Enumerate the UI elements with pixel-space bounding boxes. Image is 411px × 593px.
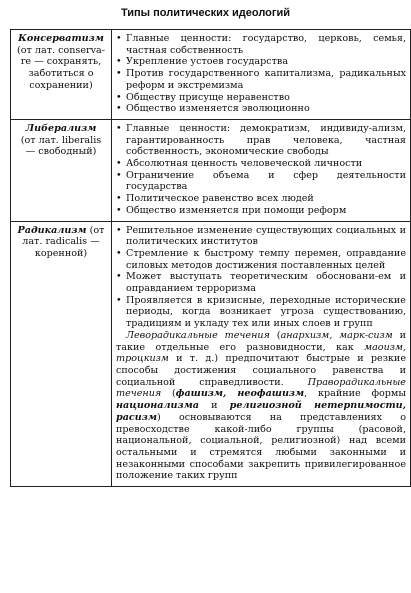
list-item-text: Абсолютная ценность человеческой личности (126, 158, 363, 170)
description-cell (112, 30, 411, 120)
term-religious-intolerance: религиозной нетерпимости, расизм (116, 400, 406, 423)
list-item (116, 68, 406, 91)
list-item (116, 271, 406, 294)
list-item (116, 170, 406, 193)
list-item (116, 295, 406, 330)
name-cell (11, 30, 112, 120)
list-item-text: Может выступать теоретическим обосновани-ем и оправданием терроризма (126, 271, 406, 295)
description-cell (112, 221, 411, 486)
name-cell (11, 119, 112, 221)
text-run: , крайние формы (304, 388, 406, 400)
bullet-icon: • (116, 271, 122, 283)
term-fascism: фашизм, неофашизм (175, 388, 305, 400)
list-item (116, 205, 406, 217)
bullet-icon: • (116, 122, 122, 134)
ideology-name: Либерализм (25, 122, 97, 134)
list-item (116, 248, 406, 271)
bullet-icon: • (116, 91, 122, 103)
bullet-icon: • (116, 247, 122, 259)
bullet-icon: • (116, 193, 122, 205)
bullet-icon: • (116, 56, 122, 68)
list-item-text: Общество изменяется при помощи реформ (126, 204, 347, 216)
ideologies-table (10, 29, 411, 487)
bullet-icon: • (116, 68, 122, 80)
term-right-radical: Праворадикальные течения (116, 376, 406, 400)
list-item-text: Главные ценности: демократизм, индивиду-ализм, гарантированность прав человека, частная собственность, экономические свободы (126, 122, 406, 158)
bullet-icon: • (116, 169, 122, 181)
text-run: и т. д.) предпочитают быстрые и резкие способы достижения социального равенства и социальной справедливости. (116, 353, 406, 388)
list-item-text: Обществу присуще неравенство (126, 91, 290, 103)
table-row (11, 119, 411, 221)
list-item-text: Укрепление устоев государства (126, 56, 289, 68)
name-cell (11, 221, 112, 486)
list-item-text: Политическое равенство всех людей (126, 193, 314, 205)
table-row (11, 221, 411, 486)
term-left-radical: Леворадикальные течения (126, 329, 270, 341)
ideology-etymology: (от лат. radicalis — коренной) (22, 224, 105, 259)
radical-currents-paragraph (116, 330, 406, 482)
list-item (116, 56, 406, 68)
list-item (116, 193, 406, 205)
ideology-etymology: (от лат. liberalis — свободный) (20, 134, 102, 158)
bullet-icon: • (116, 294, 122, 306)
bullet-icon: • (116, 224, 122, 236)
list-item (116, 123, 406, 158)
ideology-name: Консерватизм (18, 33, 104, 44)
list-item (116, 158, 406, 170)
bullet-icon: • (116, 103, 122, 115)
list-item (116, 103, 406, 115)
list-item (116, 33, 406, 56)
list-item-text: Против государственного капитализма, радикальных реформ и экстремизма (126, 68, 406, 91)
list-item-text: Стремление к быстрому темпу перемен, оправдание силовых методов достижения поставленных целей (126, 247, 406, 271)
bullet-icon: • (116, 158, 122, 170)
term-maoism-trotskyism: маоизм, троцкизм (116, 341, 406, 365)
text-run: и такие отдельные его разновидности, как (116, 329, 406, 353)
list-item-text: Ограничение объема и сфер деятельности государства (126, 169, 406, 193)
text-run: ( (269, 329, 281, 341)
page-title: Типы политических идеологий (120, 7, 291, 19)
list-item-text: Главные ценности: государство, церковь, семья, частная собственность (126, 33, 406, 56)
bullet-icon: • (116, 204, 122, 216)
term-nationalism: национализма (116, 400, 199, 412)
list-item (116, 92, 406, 104)
text-run: ) основываются на представлениях о превосходстве какой-либо группы (расовой, национальной, социальной, религиозной) над всеми остальными и стремятся любыми законными и незаконными способами закрепить привилегированное положение таких групп (116, 411, 406, 482)
list-item-text: Общество изменяется эволюционно (126, 103, 310, 115)
description-cell (112, 119, 411, 221)
ideology-etymology: (от лат. conserva-re — сохранять, заботиться о сохранении) (17, 44, 105, 91)
bullet-icon: • (116, 33, 122, 44)
text-run: и (198, 400, 230, 412)
ideology-name: Радикализм (17, 224, 87, 236)
term-anarchism-marxism: анархизм, марк-сизм (280, 329, 393, 341)
text-run: ( (161, 388, 176, 400)
table-row (11, 30, 411, 120)
list-item (116, 225, 406, 248)
list-item-text: Проявляется в кризисные, переходные исторические периоды, когда возникает угроза существованию, традициям и укладу тех или иных слоев и групп (126, 294, 406, 330)
list-item-text: Решительное изменение существующих социальных и политических институтов (126, 224, 406, 248)
